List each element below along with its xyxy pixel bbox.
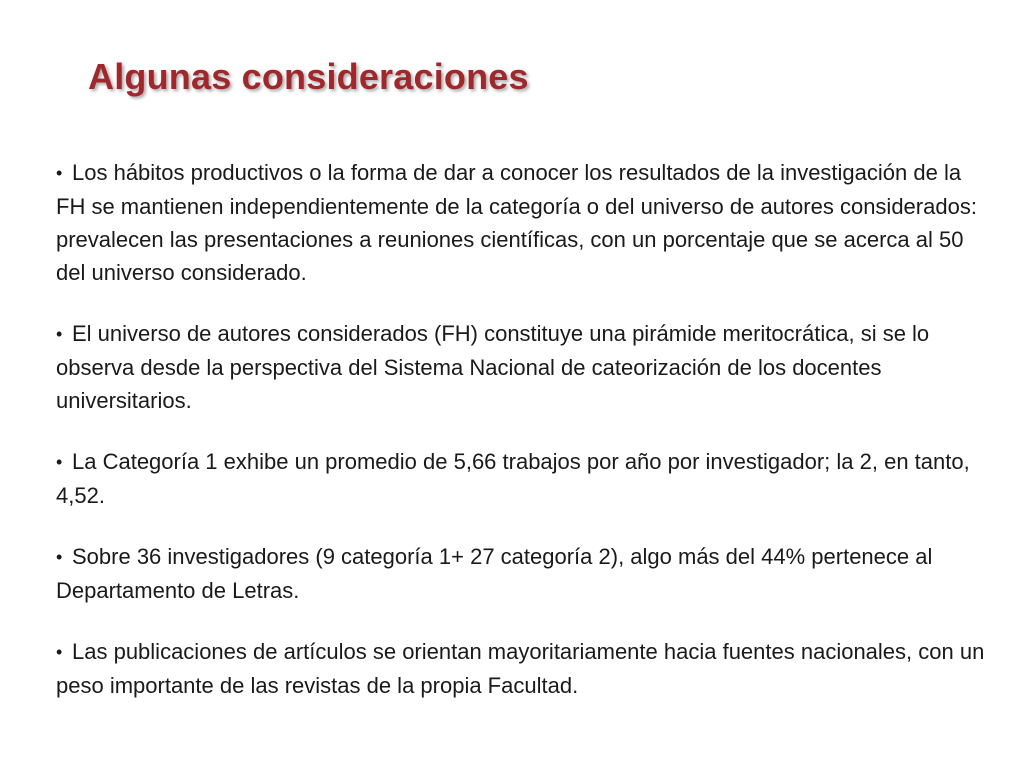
bullet-text: El universo de autores considerados (FH) constituye una pirámide meritocrática, si se lo observa desde la perspectiva del Sistema Nacional de cateorización de los docentes universitarios. [56,321,930,413]
bullet-dot-icon: • [56,324,63,344]
bullet-item [56,540,996,607]
bullet-item [56,445,996,512]
bullet-item [56,317,996,417]
bullet-text: Los hábitos productivos o la forma de dar a conocer los resultados de la investigación de la FH se mantienen independientemente de la categoría o del universo de autores considerados: prevalecen las presentaciones a reuniones científicas, con un porcentaje que se acerca al 50 del universo considerado. [56,160,977,285]
bullet-dot-icon: • [56,452,63,472]
bullet-text: La Categoría 1 exhibe un promedio de 5,66 trabajos por año por investigador; la 2, en tanto, 4,52. [56,449,970,508]
bullet-dot-icon: • [56,547,63,567]
bullet-dot-icon: • [56,163,63,183]
bullet-text: Las publicaciones de artículos se orientan mayoritariamente hacia fuentes nacionales, con un peso importante de las revistas de la propia Facultad. [56,639,985,698]
bullet-dot-icon: • [56,642,63,662]
bullet-item [56,635,996,702]
slide-title: Algunas consideraciones [88,56,529,97]
bullet-list [56,156,996,730]
bullet-item [56,156,996,289]
bullet-text: Sobre 36 investigadores (9 categoría 1+ 27 categoría 2), algo más del 44% pertenece al Departamento de Letras. [56,544,933,603]
